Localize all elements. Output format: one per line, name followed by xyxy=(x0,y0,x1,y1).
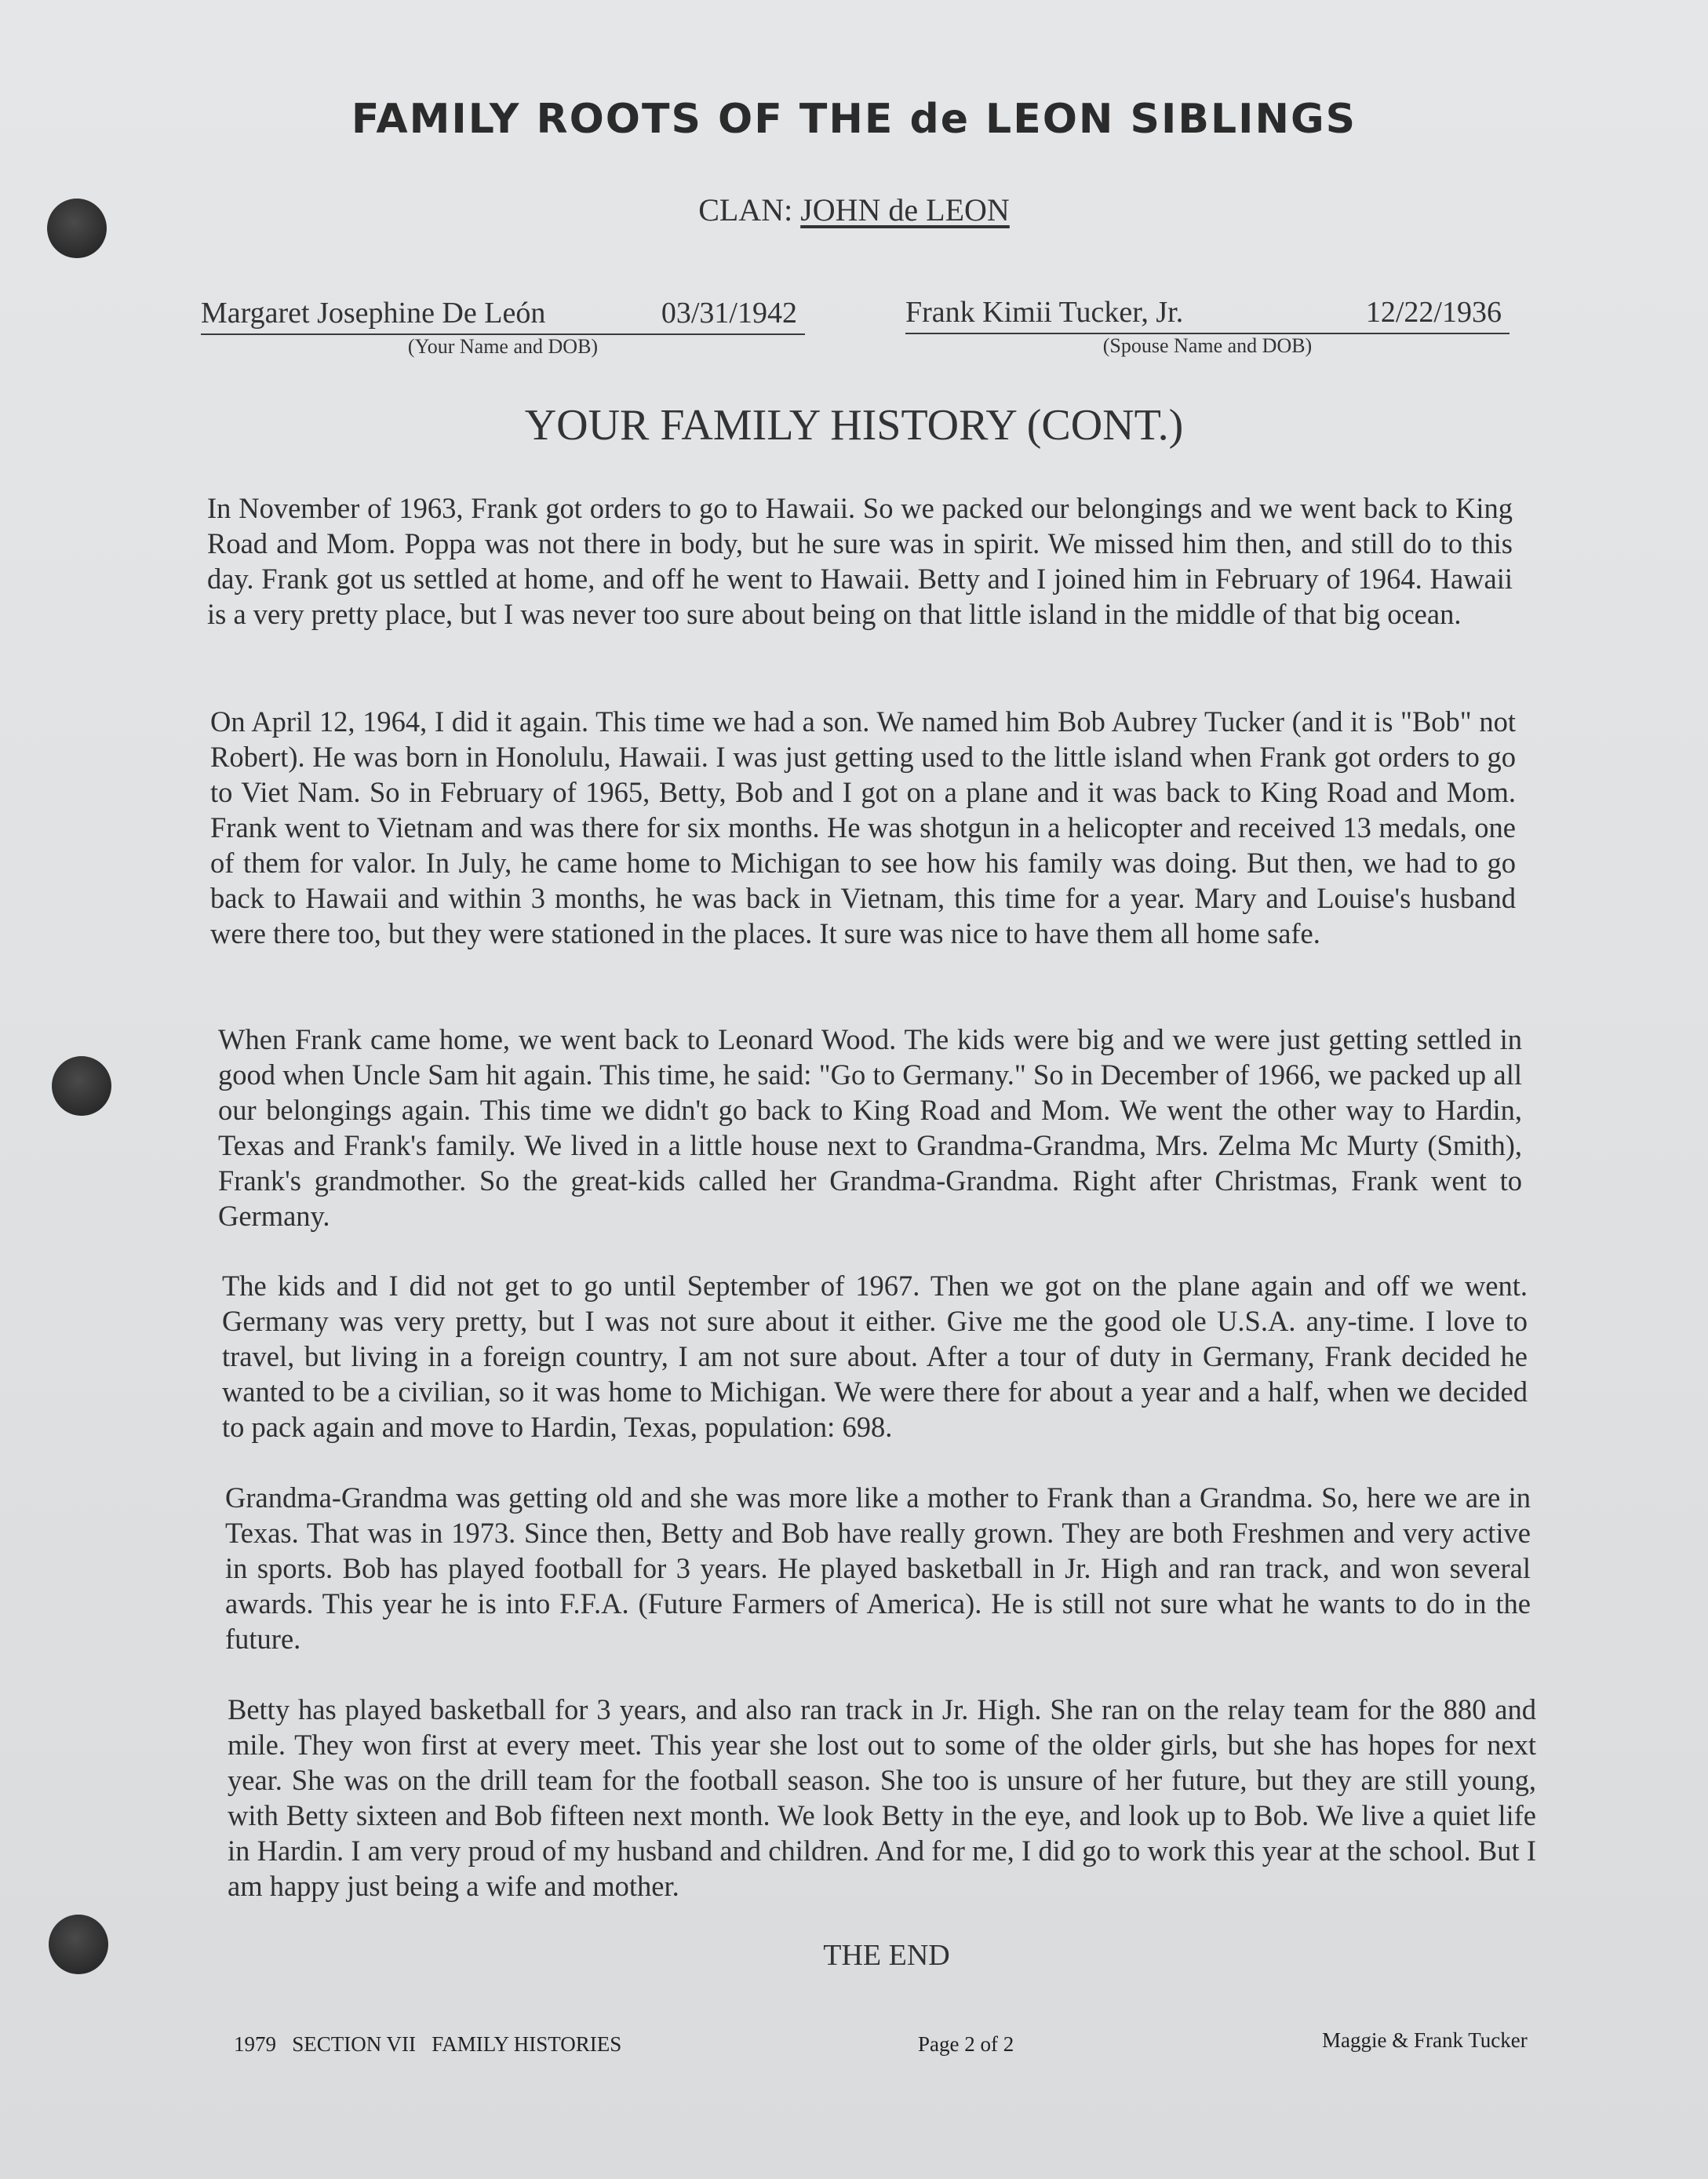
spouse-name: Frank Kimii Tucker, Jr. xyxy=(905,296,1184,329)
document-title: FAMILY ROOTS OF THE de LEON SIBLINGS xyxy=(351,96,1357,143)
paragraph-6: Betty has played basketball for 3 years, and also ran track in Jr. High. She ran on the relay team for the 880 and mile. They won first at every meet. This year she lost out to some of the older girls, but she has hopes for next year. She was on the drill team for the football season. She too is unsure of her future, but they are still young, with Betty sixteen and Bob fifteen next month. We look Betty in the eye, and look up to Bob. We live a quiet life in Hardin. I am very proud of my husband and children. And for me, I did go to work this year at the school. But I am happy just being a wife and mother. xyxy=(228,1693,1536,1902)
paragraph-4: The kids and I did not get to go until September of 1967. Then we got on the plane again and off we went. Germany was very pretty, but I was not sure about it either. Give me the good ole U.S.A. any-time. I love to travel, but living in a foreign country, I am not sure about. After a tour of duty in Germany, Frank decided he wanted to be a civilian, so it was home to Michigan. We were there for about a year and a half, when we decided to pack again and move to Hardin, Texas, population: 698. xyxy=(222,1270,1528,1443)
section-heading: YOUR FAMILY HISTORY (CONT.) xyxy=(524,401,1184,450)
footer-page-number: Page 2 of 2 xyxy=(918,2032,1014,2056)
paragraph-1: In November of 1963, Frank got orders to go to Hawaii. So we packed our belongings and we went back to King Road and Mom. Poppa was not there in body, but he sure was in spirit. We missed him then, and still do to this day. Frank got us settled at home, and off he went to Hawaii. Betty and I joined him in February of 1964. Hawaii is a very pretty place, but I was never too sure about being on that little island in the middle of that big ocean. xyxy=(207,492,1513,630)
spouse-name-line xyxy=(905,292,1510,334)
spouse-name-caption: (Spouse Name and DOB) xyxy=(1102,334,1313,357)
punch-hole-middle xyxy=(52,1056,111,1116)
clan-line xyxy=(0,191,1708,228)
your-name-caption: (Your Name and DOB) xyxy=(407,335,599,358)
your-name-line xyxy=(201,293,805,335)
footer-right: Maggie & Frank Tucker xyxy=(1322,2028,1528,2052)
paragraph-3: When Frank came home, we went back to Leonard Wood. The kids were big and we were just getting settled in good when Uncle Sam hit again. This time, he said: "Go to Germany." So in December of 1966, we packed up all our belongings again. This time we didn't go back to King Road and Mom. We went the other way to Hardin, Texas and Frank's family. We lived in a little house next to Grandma-Grandma, Mrs. Zelma Mc Murty (Smith), Frank's grandmother. So the great-kids called her Grandma-Grandma. Right after Christmas, Frank went to Germany. xyxy=(218,1023,1522,1232)
paragraph-2: On April 12, 1964, I did it again. This time we had a son. We named him Bob Aubrey Tucker (and it is "Bob" not Robert). He was born in Honolulu, Hawaii. I was just getting used to the little island when Frank got orders to go to Viet Nam. So in February of 1965, Betty, Bob and I got on a plane and it was back to King Road and Mom. Frank went to Vietnam and was there for six months. He was shotgun in a helicopter and received 13 medals, one of them for valor. In July, he came home to Michigan to see how his family was doing. But then, we had to go back to Hawaii and within 3 months, he was back in Vietnam, this time for a year. Mary and Louise's husband were there too, but they were stationed in the places. It sure was nice to have them all home safe. xyxy=(210,705,1516,949)
footer-left: 1979 SECTION VII FAMILY HISTORIES xyxy=(234,2032,622,2056)
clan-name: JOHN de LEON xyxy=(800,192,1010,228)
clan-label: CLAN: xyxy=(698,192,793,228)
the-end: THE END xyxy=(823,1939,950,1972)
spouse-dob: 12/22/1936 xyxy=(1365,296,1502,329)
your-dob: 03/31/1942 xyxy=(661,297,797,330)
paragraph-5: Grandma-Grandma was getting old and she was more like a mother to Frank than a Grandma. So, here we are in Texas. That was in 1973. Since then, Betty and Bob have really grown. They are both Freshmen and very active in sports. Bob has played football for 3 years. He played basketball in Jr. High and ran track, and won several awards. This year he is into F.F.A. (Future Farmers of America). He is still not sure what he wants to do in the future. xyxy=(225,1481,1531,1655)
your-name: Margaret Josephine De León xyxy=(201,297,546,330)
